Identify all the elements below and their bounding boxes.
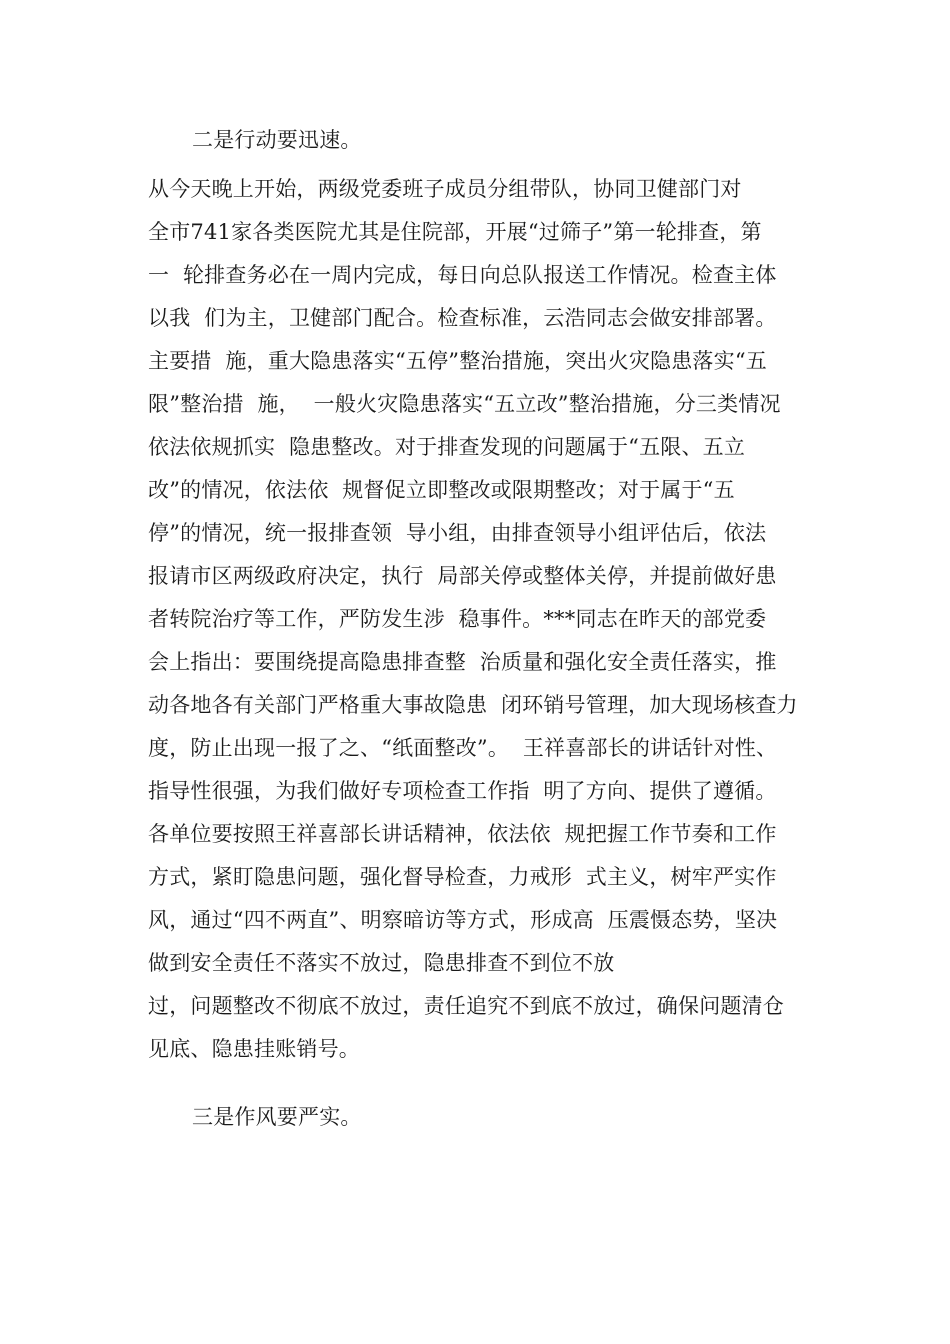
section-heading-2: 二是行动要迅速。 xyxy=(192,128,362,152)
body-line: 主要措 施，重大隐患落实“五停”整治措施，突出火灾隐患落实“五 xyxy=(148,349,767,373)
body-line: 风，通过“四不两直”、明察暗访等方式，形成高 压震慑态势，坚决 xyxy=(148,908,778,932)
body-line: 报请市区两级政府决定，执行 局部关停或整体关停，并提前做好患 xyxy=(148,564,777,588)
body-line: 过，问题整改不彻底不放过，责任追究不到底不放过，确保问题清仓 xyxy=(148,994,784,1018)
body-line: 方式，紧盯隐患问题，强化督导检查，力戒形 式主义，树牢严实作 xyxy=(148,865,777,889)
body-line: 依法依规抓实 隐患整改。对于排查发现的问题属于“五限、五立 xyxy=(148,435,746,459)
body-line: 会上指出：要围绕提高隐患排查整 治质量和强化安全责任落实，推 xyxy=(148,650,777,674)
body-line: 一 轮排查务必在一周内完成，每日向总队报送工作情况。检查主体 xyxy=(148,263,777,287)
body-line: 从今天晚上开始，两级党委班子成员分组带队，协同卫健部门对 xyxy=(148,177,742,201)
body-line: 指导性很强，为我们做好专项检查工作指 明了方向、提供了遵循。 xyxy=(148,779,777,803)
body-line: 动各地各有关部门严格重大事故隐患 闭环销号管理，加大现场核查力 xyxy=(148,693,798,717)
body-line: 限”整治措 施， 一般火灾隐患落实“五立改”整治措施，分三类情况 xyxy=(148,392,781,416)
body-line: 以我 们为主，卫健部门配合。检查标准，云浩同志会做安排部署。 xyxy=(148,306,777,330)
body-line: 停”的情况，统一报排查领 导小组，由排查领导小组评估后，依法 xyxy=(148,521,767,545)
body-line: 做到安全责任不落实不放过，隐患排查不到位不放 xyxy=(148,951,615,975)
body-line: 全市741家各类医院尤其是住院部，开展“过筛子”第一轮排查，第 xyxy=(148,220,762,244)
section-heading-3: 三是作风要严实。 xyxy=(192,1105,362,1129)
body-line: 度，防止出现一报了之、“纸面整改”。 王祥喜部长的讲话针对性、 xyxy=(148,736,778,760)
body-line: 见底、隐患挂账销号。 xyxy=(148,1037,360,1061)
body-line: 者转院治疗等工作，严防发生涉 稳事件。***同志在昨天的部党委 xyxy=(148,607,767,631)
body-line: 改”的情况，依法依 规督促立即整改或限期整改；对于属于“五 xyxy=(148,478,735,502)
body-line: 各单位要按照王祥喜部长讲话精神，依法依 规把握工作节奏和工作 xyxy=(148,822,777,846)
